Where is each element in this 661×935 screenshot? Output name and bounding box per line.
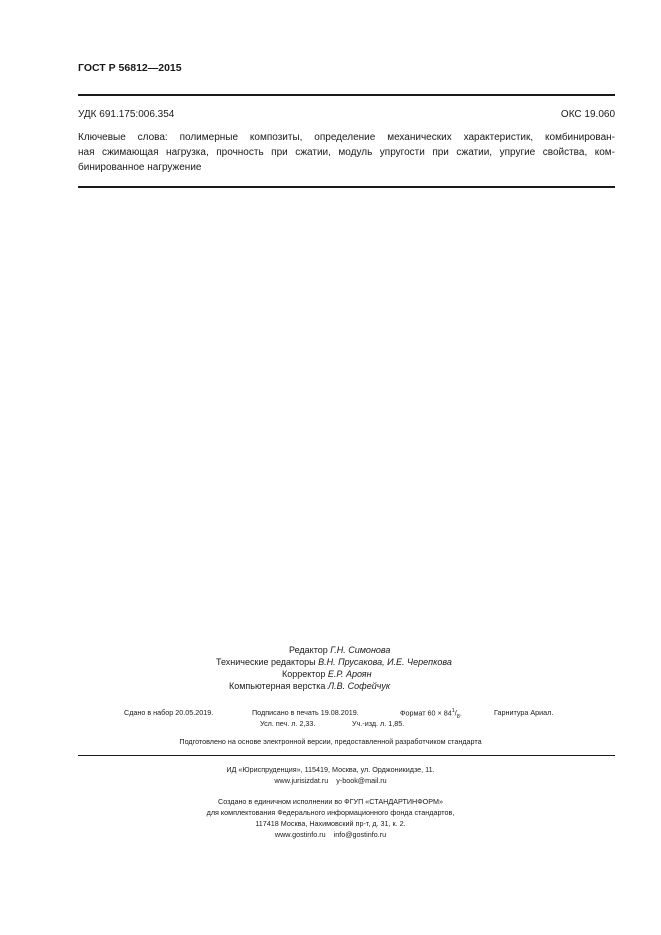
format-info: Формат $60 \times 84^1/_8$. — [400, 708, 462, 720]
creator-line-3: 117418 Москва, Нахимовский пр-т, д. 31, к. 2. — [255, 819, 406, 828]
publisher-contacts — [0, 776, 661, 785]
tech-editors-label: Технические редакторы — [216, 657, 316, 667]
creator-line-2: для комплектования Федерального информационного фонда стандартов, — [206, 808, 455, 817]
top-rule — [78, 94, 615, 96]
keywords-line-2: ная сжимающая нагрузка, прочность при сжатии, модуль упругости при сжатии, упругие свойства, ком- — [78, 147, 615, 158]
creator-email-link[interactable]: info@gostinfo.ru — [333, 830, 387, 839]
udk-code: УДК 691.175:006.354 — [78, 109, 175, 120]
signed-date: Подписано в печать 19.08.2019. — [252, 708, 359, 717]
creator-site-link[interactable]: www.gostinfo.ru — [274, 830, 326, 839]
creator-contacts — [0, 830, 661, 839]
submitted-date: Сдано в набор 20.05.2019. — [124, 708, 214, 717]
pub-sheets-info: Уч.-изд. л. 1,85. — [352, 719, 405, 728]
prepared-note: Подготовлено на основе электронной версии, предоставленной разработчиком стандарта — [179, 737, 482, 746]
typeface-info: Гарнитура Ариал. — [494, 708, 554, 717]
publisher-address: ИД «Юриспруденция», 115419, Москва, ул. Орджоникидзе, 11. — [226, 765, 435, 774]
corrector-name: Е.Р. Ароян — [327, 669, 372, 679]
publisher-site-link[interactable]: www.jurisizdat.ru — [274, 776, 329, 785]
keywords-paragraph — [78, 130, 615, 175]
keywords-line-3: бинированное нагружение — [78, 162, 202, 173]
creator-line-1: Создано в единичном исполнении во ФГУП «СТАНДАРТИНФОРМ» — [218, 797, 443, 806]
editor-label: Редактор — [289, 645, 328, 655]
publisher-email-link[interactable]: y-book@mail.ru — [336, 776, 387, 785]
layout-name: Л.В. Софейчук — [327, 681, 391, 691]
layout-line — [229, 680, 390, 694]
sheets-info: Усл. печ. л. 2,33. — [260, 719, 316, 728]
oks-code: ОКС 19.060 — [560, 109, 615, 120]
editor-name: Г.Н. Симонова — [330, 645, 391, 655]
corrector-label: Корректор — [282, 669, 326, 679]
layout-label: Компьютерная верстка — [229, 681, 326, 691]
tech-editors-names: В.Н. Прусакова, И.Е. Черепкова — [318, 657, 452, 667]
footer-rule — [78, 755, 615, 756]
keywords-line-1: Ключевые слова: полимерные композиты, определение механических характеристик, комбинирован- — [78, 132, 615, 143]
document-code: ГОСТ Р 56812—2015 — [78, 62, 182, 74]
keywords-bottom-rule — [78, 186, 615, 188]
